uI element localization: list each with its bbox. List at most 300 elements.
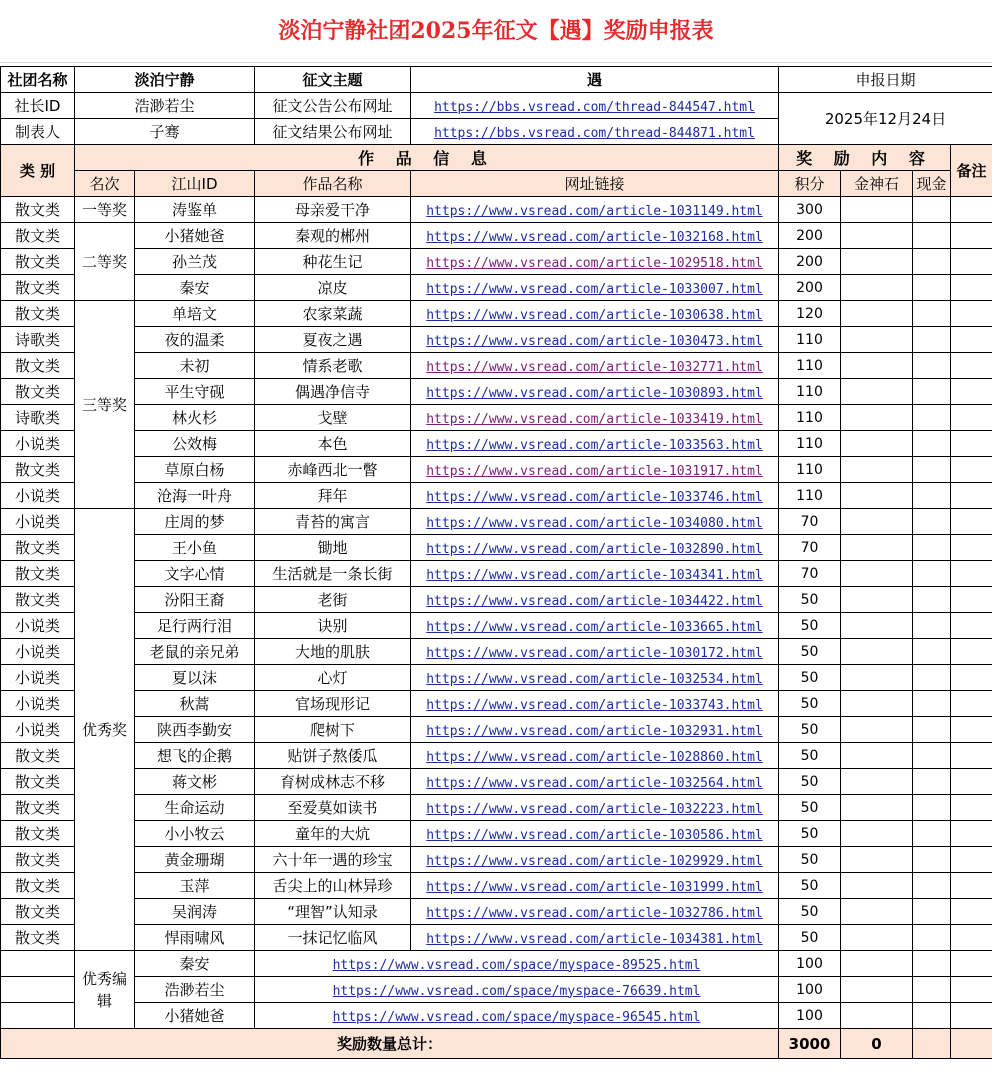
- jiangshan-id-cell: 庄周的梦: [135, 509, 255, 535]
- remark-cell: [951, 1003, 992, 1029]
- points-cell: 110: [779, 431, 841, 457]
- remark-cell: [951, 405, 992, 431]
- category-cell: 诗歌类: [1, 405, 75, 431]
- url-header: 网址链接: [411, 171, 779, 197]
- totals-cash: [913, 1029, 951, 1059]
- url-cell: [411, 379, 779, 405]
- cash-cell: [913, 197, 951, 223]
- points-cell: 50: [779, 821, 841, 847]
- table-row: [1, 847, 992, 873]
- cash-cell: [913, 1003, 951, 1029]
- category-cell: 散文类: [1, 743, 75, 769]
- cash-cell: [913, 457, 951, 483]
- table-row: [1, 249, 992, 275]
- work-name-cell: 拜年: [255, 483, 411, 509]
- url-cell: [411, 327, 779, 353]
- url-cell: [411, 769, 779, 795]
- remark-cell: [951, 353, 992, 379]
- table-row: [1, 613, 992, 639]
- points-cell: 50: [779, 743, 841, 769]
- url-cell: [411, 743, 779, 769]
- work-name-cell: 戈壁: [255, 405, 411, 431]
- work-name-header: 作品名称: [255, 171, 411, 197]
- jiangshan-id-cell: 林火杉: [135, 405, 255, 431]
- gold-cell: [841, 509, 913, 535]
- points-cell: 50: [779, 873, 841, 899]
- url-cell: [411, 301, 779, 327]
- cash-cell: [913, 691, 951, 717]
- category-cell: 小说类: [1, 639, 75, 665]
- work-name-cell: 情系老歌: [255, 353, 411, 379]
- article-link[interactable]: https://www.vsread.com/article-1031149.html: [426, 203, 763, 219]
- cash-cell: [913, 925, 951, 951]
- article-link[interactable]: https://www.vsread.com/article-1034080.html: [426, 515, 763, 531]
- url-cell: [411, 457, 779, 483]
- work-name-cell: 偶遇净信寺: [255, 379, 411, 405]
- work-name-cell: 爬树下: [255, 717, 411, 743]
- club-name-label: 社团名称: [1, 67, 75, 93]
- gold-cell: [841, 925, 913, 951]
- cash-cell: [913, 301, 951, 327]
- category-cell: 散文类: [1, 301, 75, 327]
- points-cell: 50: [779, 691, 841, 717]
- work-name-cell: 童年的大炕: [255, 821, 411, 847]
- editor-space-link[interactable]: https://www.vsread.com/space/myspace-76639.html: [332, 983, 701, 999]
- table-row: [1, 197, 992, 223]
- url-cell: [411, 847, 779, 873]
- table-row: [1, 769, 992, 795]
- remark-cell: [951, 743, 992, 769]
- maker-label: 制表人: [1, 119, 75, 145]
- points-cell: 50: [779, 613, 841, 639]
- table-row: [1, 275, 992, 301]
- url-cell: [411, 691, 779, 717]
- remark-header: 备注: [951, 145, 992, 197]
- points-cell: 50: [779, 925, 841, 951]
- category-cell: 小说类: [1, 431, 75, 457]
- article-link[interactable]: https://www.vsread.com/article-1033746.html: [426, 489, 763, 505]
- url-cell: [411, 197, 779, 223]
- article-link[interactable]: https://www.vsread.com/article-1033665.html: [426, 619, 763, 635]
- editor-space-link[interactable]: https://www.vsread.com/space/myspace-96545.html: [332, 1009, 701, 1025]
- result-url-link[interactable]: https://bbs.vsread.com/thread-844871.html: [434, 125, 755, 141]
- table-row: [1, 535, 992, 561]
- remark-cell: [951, 691, 992, 717]
- article-link[interactable]: https://www.vsread.com/article-1030473.html: [426, 333, 763, 349]
- points-cell: 110: [779, 405, 841, 431]
- remark-cell: [951, 847, 992, 873]
- article-link[interactable]: https://www.vsread.com/article-1030893.html: [426, 385, 763, 401]
- points-header: 积分: [779, 171, 841, 197]
- jiangshan-id-cell: 沧海一叶舟: [135, 483, 255, 509]
- rank-cell: 三等奖: [75, 301, 135, 509]
- article-link[interactable]: https://www.vsread.com/article-1032168.html: [426, 229, 763, 245]
- result-url-label: 征文结果公布网址: [255, 119, 411, 145]
- jiangshan-id-cell: 生命运动: [135, 795, 255, 821]
- article-link[interactable]: https://www.vsread.com/article-1032786.html: [426, 905, 763, 921]
- gold-cell: [841, 197, 913, 223]
- cash-cell: [913, 509, 951, 535]
- url-cell: [411, 561, 779, 587]
- article-link[interactable]: https://www.vsread.com/article-1032771.html: [426, 359, 763, 375]
- rank-header: 名次: [75, 171, 135, 197]
- remark-cell: [951, 951, 992, 977]
- cash-cell: [913, 613, 951, 639]
- totals-label: 奖励数量总计：: [1, 1029, 779, 1059]
- theme-value: 遇: [411, 67, 779, 93]
- gold-cell: [841, 1003, 913, 1029]
- gold-cell: [841, 691, 913, 717]
- category-cell: 散文类: [1, 795, 75, 821]
- table-row: [1, 691, 992, 717]
- work-name-cell: 心灯: [255, 665, 411, 691]
- article-link[interactable]: https://www.vsread.com/article-1034422.html: [426, 593, 763, 609]
- points-cell: 200: [779, 275, 841, 301]
- category-cell: 小说类: [1, 509, 75, 535]
- url-cell: [411, 275, 779, 301]
- jiangshan-id-cell: 陕西李勤安: [135, 717, 255, 743]
- award-table: [0, 66, 992, 1059]
- remark-cell: [951, 249, 992, 275]
- cash-cell: [913, 535, 951, 561]
- category-cell: [1, 977, 75, 1003]
- work-name-cell: “理智”认知录: [255, 899, 411, 925]
- gold-cell: [841, 743, 913, 769]
- gold-cell: [841, 275, 913, 301]
- article-link[interactable]: https://www.vsread.com/article-1032534.html: [426, 671, 763, 687]
- cash-cell: [913, 587, 951, 613]
- gold-cell: [841, 899, 913, 925]
- url-cell: [411, 639, 779, 665]
- remark-cell: [951, 457, 992, 483]
- remark-cell: [951, 639, 992, 665]
- gold-cell: [841, 405, 913, 431]
- work-name-cell: 凉皮: [255, 275, 411, 301]
- remark-cell: [951, 431, 992, 457]
- article-link[interactable]: https://www.vsread.com/article-1034381.html: [426, 931, 763, 947]
- leader-label: 社长ID: [1, 93, 75, 119]
- theme-label: 征文主题: [255, 67, 411, 93]
- table-row: [1, 873, 992, 899]
- cash-cell: [913, 847, 951, 873]
- gold-cell: [841, 561, 913, 587]
- remark-cell: [951, 587, 992, 613]
- remark-cell: [951, 899, 992, 925]
- club-name-value: 淡泊宁静: [75, 67, 255, 93]
- editor-space-link[interactable]: https://www.vsread.com/space/myspace-89525.html: [332, 957, 701, 973]
- url-cell: [411, 717, 779, 743]
- jiangshan-id-cell: 小猪她爸: [135, 223, 255, 249]
- jiangshan-id-cell: 平生守砚: [135, 379, 255, 405]
- table-row: [1, 301, 992, 327]
- gold-cell: [841, 301, 913, 327]
- cash-cell: [913, 379, 951, 405]
- cash-cell: [913, 223, 951, 249]
- work-name-cell: 母亲爱干净: [255, 197, 411, 223]
- category-cell: 小说类: [1, 691, 75, 717]
- cash-cell: [913, 249, 951, 275]
- category-cell: 散文类: [1, 223, 75, 249]
- page-title: 淡泊宁静社团2025年征文【遇】奖励申报表: [0, 0, 992, 63]
- jiangshan-id-cell: 小小牧云: [135, 821, 255, 847]
- category-cell: 诗歌类: [1, 327, 75, 353]
- editor-url-cell: [255, 951, 779, 977]
- totals-gold: 0: [841, 1029, 913, 1059]
- rank-cell: 一等奖: [75, 197, 135, 223]
- article-link[interactable]: https://www.vsread.com/article-1032564.html: [426, 775, 763, 791]
- table-row: [1, 379, 992, 405]
- article-link[interactable]: https://www.vsread.com/article-1032890.html: [426, 541, 763, 557]
- remark-cell: [951, 483, 992, 509]
- category-cell: 散文类: [1, 275, 75, 301]
- category-cell: 小说类: [1, 483, 75, 509]
- remark-cell: [951, 769, 992, 795]
- category-cell: [1, 951, 75, 977]
- points-cell: 100: [779, 977, 841, 1003]
- table-row: [1, 821, 992, 847]
- url-cell: [411, 405, 779, 431]
- reward-header: 奖 励 内 容: [779, 145, 951, 171]
- jiangshan-id-cell: 公效梅: [135, 431, 255, 457]
- table-row: [1, 353, 992, 379]
- work-name-cell: 生活就是一条长街: [255, 561, 411, 587]
- table-row: [1, 327, 992, 353]
- work-name-cell: 锄地: [255, 535, 411, 561]
- category-cell: [1, 1003, 75, 1029]
- cash-cell: [913, 483, 951, 509]
- article-link[interactable]: https://www.vsread.com/article-1030172.html: [426, 645, 763, 661]
- cash-cell: [913, 795, 951, 821]
- cash-cell: [913, 717, 951, 743]
- work-name-cell: 青苔的寓言: [255, 509, 411, 535]
- cash-cell: [913, 639, 951, 665]
- points-cell: 110: [779, 327, 841, 353]
- work-name-cell: 至爱莫如读书: [255, 795, 411, 821]
- points-cell: 110: [779, 457, 841, 483]
- category-cell: 散文类: [1, 847, 75, 873]
- gold-cell: [841, 587, 913, 613]
- notice-url-label: 征文公告公布网址: [255, 93, 411, 119]
- editor-id-cell: 秦安: [135, 951, 255, 977]
- category-cell: 散文类: [1, 457, 75, 483]
- points-cell: 110: [779, 379, 841, 405]
- remark-cell: [951, 301, 992, 327]
- date-label: 申报日期: [779, 67, 992, 93]
- jiangshan-id-cell: 夜的温柔: [135, 327, 255, 353]
- gold-header: 金神石: [841, 171, 913, 197]
- jiangshan-id-cell: 草原白杨: [135, 457, 255, 483]
- url-cell: [411, 925, 779, 951]
- maker-value: 子骞: [75, 119, 255, 145]
- remark-cell: [951, 717, 992, 743]
- notice-url-link[interactable]: https://bbs.vsread.com/thread-844547.html: [434, 99, 755, 115]
- points-cell: 120: [779, 301, 841, 327]
- jiangshan-id-cell: 想飞的企鹅: [135, 743, 255, 769]
- points-cell: 300: [779, 197, 841, 223]
- jiangshan-id-cell: 蒋文彬: [135, 769, 255, 795]
- article-link[interactable]: https://www.vsread.com/article-1030638.html: [426, 307, 763, 323]
- cash-cell: [913, 769, 951, 795]
- table-row: [1, 509, 992, 535]
- jiangshan-id-cell: 秦安: [135, 275, 255, 301]
- work-name-cell: 诀别: [255, 613, 411, 639]
- gold-cell: [841, 639, 913, 665]
- points-cell: 50: [779, 899, 841, 925]
- article-link[interactable]: https://www.vsread.com/article-1031999.html: [426, 879, 763, 895]
- article-link[interactable]: https://www.vsread.com/article-1034341.html: [426, 567, 763, 583]
- editor-id-cell: 小猪她爸: [135, 1003, 255, 1029]
- gold-cell: [841, 457, 913, 483]
- cash-cell: [913, 821, 951, 847]
- remark-cell: [951, 821, 992, 847]
- url-cell: [411, 483, 779, 509]
- gold-cell: [841, 379, 913, 405]
- remark-cell: [951, 509, 992, 535]
- table-row: [1, 561, 992, 587]
- points-cell: 100: [779, 1003, 841, 1029]
- gold-cell: [841, 951, 913, 977]
- gold-cell: [841, 483, 913, 509]
- remark-cell: [951, 327, 992, 353]
- work-name-cell: 官场现形记: [255, 691, 411, 717]
- work-name-cell: 一抹记忆临风: [255, 925, 411, 951]
- gold-cell: [841, 821, 913, 847]
- url-cell: [411, 353, 779, 379]
- remark-cell: [951, 275, 992, 301]
- gold-cell: [841, 223, 913, 249]
- remark-cell: [951, 873, 992, 899]
- editor-row: [1, 951, 992, 977]
- article-link[interactable]: https://www.vsread.com/article-1028860.html: [426, 749, 763, 765]
- category-cell: 小说类: [1, 665, 75, 691]
- table-row: [1, 665, 992, 691]
- points-cell: 50: [779, 587, 841, 613]
- cash-cell: [913, 665, 951, 691]
- gold-cell: [841, 795, 913, 821]
- points-cell: 110: [779, 483, 841, 509]
- category-header: 类 别: [1, 145, 75, 197]
- article-link[interactable]: https://www.vsread.com/article-1033563.html: [426, 437, 763, 453]
- remark-cell: [951, 665, 992, 691]
- jiangshan-id-cell: 秋蒿: [135, 691, 255, 717]
- jiangshan-id-cell: 未初: [135, 353, 255, 379]
- table-row: [1, 457, 992, 483]
- category-cell: 散文类: [1, 925, 75, 951]
- table-row: [1, 405, 992, 431]
- article-link[interactable]: https://www.vsread.com/article-1030586.html: [426, 827, 763, 843]
- jiangshan-id-cell: 足行两行泪: [135, 613, 255, 639]
- category-cell: 散文类: [1, 353, 75, 379]
- cash-cell: [913, 561, 951, 587]
- jiangshan-id-cell: 汾阳王裔: [135, 587, 255, 613]
- url-cell: [411, 223, 779, 249]
- article-link[interactable]: https://www.vsread.com/article-1029929.html: [426, 853, 763, 869]
- table-row: [1, 925, 992, 951]
- table-row: [1, 483, 992, 509]
- gold-cell: [841, 535, 913, 561]
- work-name-cell: 赤峰西北一瞥: [255, 457, 411, 483]
- url-cell: [411, 613, 779, 639]
- article-link[interactable]: https://www.vsread.com/article-1032931.html: [426, 723, 763, 739]
- category-cell: 小说类: [1, 717, 75, 743]
- points-cell: 70: [779, 561, 841, 587]
- gold-cell: [841, 327, 913, 353]
- gold-cell: [841, 873, 913, 899]
- cash-cell: [913, 743, 951, 769]
- rank-cell: 优秀奖: [75, 509, 135, 951]
- totals-row: [1, 1029, 992, 1059]
- article-link[interactable]: https://www.vsread.com/article-1032223.html: [426, 801, 763, 817]
- points-cell: 110: [779, 353, 841, 379]
- category-cell: 散文类: [1, 249, 75, 275]
- cash-cell: [913, 951, 951, 977]
- article-link[interactable]: https://www.vsread.com/article-1033007.html: [426, 281, 763, 297]
- jiangshan-id-cell: 黄金珊瑚: [135, 847, 255, 873]
- remark-cell: [951, 795, 992, 821]
- url-cell: [411, 431, 779, 457]
- article-link[interactable]: https://www.vsread.com/article-1033743.html: [426, 697, 763, 713]
- rank-cell: 二等奖: [75, 223, 135, 301]
- work-name-cell: 大地的肌肤: [255, 639, 411, 665]
- gold-cell: [841, 977, 913, 1003]
- table-row: [1, 717, 992, 743]
- article-link[interactable]: https://www.vsread.com/article-1033419.html: [426, 411, 763, 427]
- cash-cell: [913, 977, 951, 1003]
- cash-cell: [913, 405, 951, 431]
- article-link[interactable]: https://www.vsread.com/article-1031917.html: [426, 463, 763, 479]
- points-cell: 100: [779, 951, 841, 977]
- points-cell: 50: [779, 665, 841, 691]
- points-cell: 70: [779, 509, 841, 535]
- editor-url-cell: [255, 1003, 779, 1029]
- points-cell: 200: [779, 223, 841, 249]
- editor-row: [1, 977, 992, 1003]
- points-cell: 70: [779, 535, 841, 561]
- category-cell: 散文类: [1, 379, 75, 405]
- jiangshan-id-cell: 文字心情: [135, 561, 255, 587]
- work-name-cell: 秦观的郴州: [255, 223, 411, 249]
- work-name-cell: 六十年一遇的珍宝: [255, 847, 411, 873]
- editor-url-cell: [255, 977, 779, 1003]
- points-cell: 50: [779, 769, 841, 795]
- category-cell: 散文类: [1, 873, 75, 899]
- leader-value: 浩渺若尘: [75, 93, 255, 119]
- gold-cell: [841, 613, 913, 639]
- work-name-cell: 农家菜蔬: [255, 301, 411, 327]
- remark-cell: [951, 379, 992, 405]
- work-name-cell: 老街: [255, 587, 411, 613]
- remark-cell: [951, 925, 992, 951]
- totals-points: 3000: [779, 1029, 841, 1059]
- url-cell: [411, 535, 779, 561]
- article-link[interactable]: https://www.vsread.com/article-1029518.html: [426, 255, 763, 271]
- cash-cell: [913, 327, 951, 353]
- editor-row: [1, 1003, 992, 1029]
- category-cell: 散文类: [1, 561, 75, 587]
- date-value: 2025年12月24日: [779, 93, 992, 145]
- remark-cell: [951, 197, 992, 223]
- category-cell: 散文类: [1, 587, 75, 613]
- table-row: [1, 587, 992, 613]
- points-cell: 50: [779, 717, 841, 743]
- category-cell: 散文类: [1, 197, 75, 223]
- points-cell: 200: [779, 249, 841, 275]
- url-cell: [411, 821, 779, 847]
- gold-cell: [841, 769, 913, 795]
- url-cell: [411, 665, 779, 691]
- jiangshan-id-cell: 夏以沫: [135, 665, 255, 691]
- category-cell: 小说类: [1, 613, 75, 639]
